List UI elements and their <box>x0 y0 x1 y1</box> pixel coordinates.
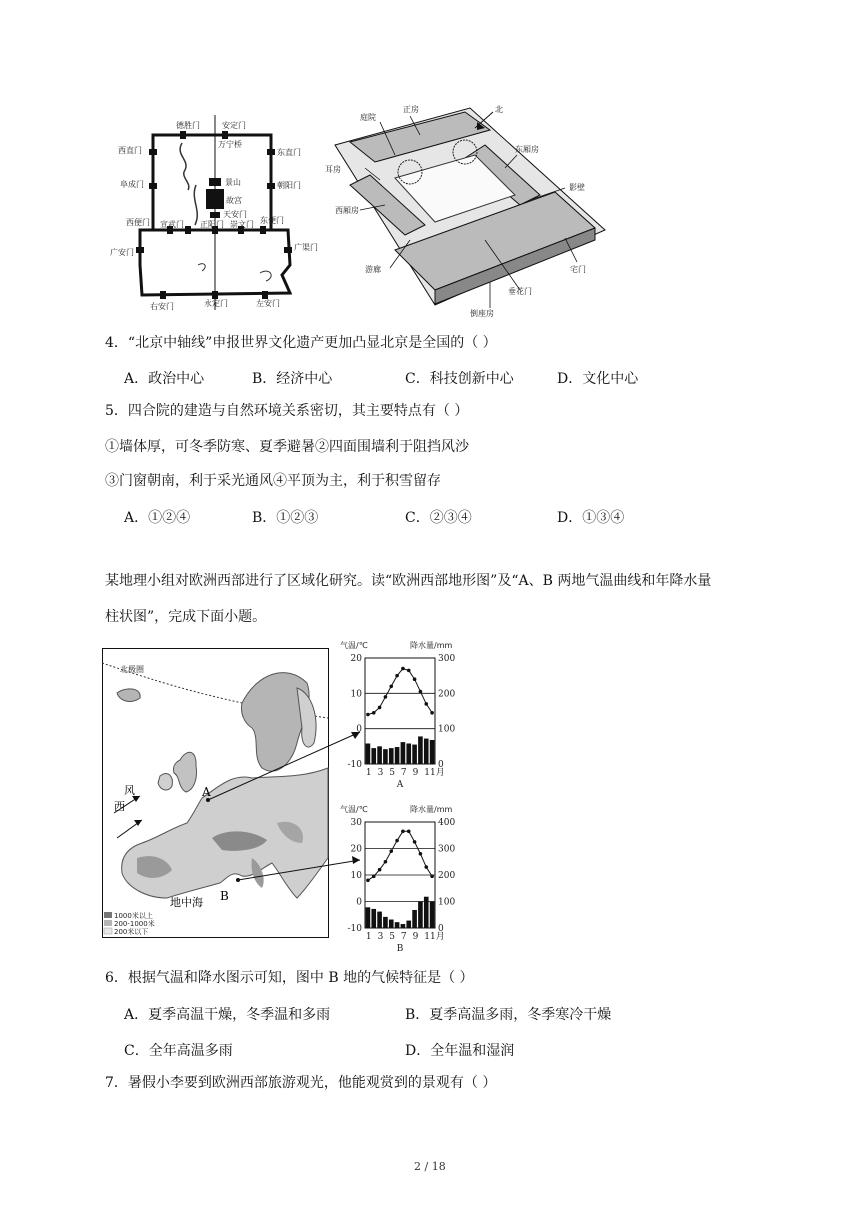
precip-bar <box>389 920 394 928</box>
intro-paragraph-line: 某地理小组对欧洲西部进行了区域化研究。读“欧洲西部地形图”及“A、B 两地气温曲线和年降水量 <box>105 573 712 589</box>
house-label: 耳房 <box>325 165 341 174</box>
temperature-point <box>366 879 370 883</box>
question-4-stem: 4．“北京中轴线”申报世界文化遗产更加凸显北京是全国的（ ） <box>105 335 497 351</box>
precip-bar <box>424 739 429 764</box>
siheyuan-illustration <box>325 100 610 320</box>
landmark-label: 天安门 <box>223 210 247 219</box>
intro-paragraph-line: 柱状图”，完成下面小题。 <box>105 609 267 625</box>
temperature-point <box>378 868 382 872</box>
temperature-point <box>395 674 399 678</box>
month-tick-label: 1 <box>365 932 372 942</box>
gate-label: 东直门 <box>277 148 301 157</box>
precip-bar <box>424 897 429 928</box>
house-label: 游廊 <box>365 265 381 274</box>
chart-right-axis-title: 降水量/mm <box>410 641 453 650</box>
ireland-shape <box>158 774 172 790</box>
month-tick-label: 11月 <box>424 768 445 778</box>
gate-label: 朝阳门 <box>277 181 301 190</box>
temperature-point <box>413 840 417 844</box>
precip-bar <box>371 748 376 764</box>
temperature-point <box>424 702 428 706</box>
chart-site-label: A <box>396 780 404 790</box>
gate-label: 右安门 <box>150 302 174 311</box>
gate-label: 西便门 <box>126 218 150 227</box>
connector-line-a <box>208 732 360 800</box>
q5-option-b[interactable]: B．①②③ <box>252 510 319 526</box>
precip-bar <box>366 744 371 764</box>
landmark-label: 故宫 <box>226 196 242 205</box>
precip-bar <box>412 910 417 928</box>
sea-label: 地中海 <box>170 896 203 909</box>
precip-bar <box>377 746 382 764</box>
temp-tick-label: -10 <box>347 924 362 934</box>
gate-label: 阜成门 <box>120 180 144 189</box>
q6-option-c[interactable]: C．全年高温多雨 <box>124 1043 233 1059</box>
temperature-point <box>419 690 423 694</box>
gate-label: 安定门 <box>222 121 246 130</box>
tiananmen-block <box>210 212 220 218</box>
page-number: 2 / 18 <box>414 1160 446 1173</box>
chart-left-axis-title: 气温/℃ <box>340 805 368 814</box>
legend-label: 1000米以上 <box>114 912 153 920</box>
q4-option-b[interactable]: B．经济中心 <box>252 371 333 387</box>
precip-bar <box>401 924 406 928</box>
jingshan-block <box>209 178 221 186</box>
gate-label: 广安门 <box>110 248 134 257</box>
chart-site-label: B <box>396 944 404 954</box>
temp-tick-label: 10 <box>350 689 362 700</box>
house-label: 庭院 <box>360 113 376 122</box>
precip-bar <box>383 917 388 928</box>
point-a-label: A <box>202 785 211 799</box>
legend-swatch-low <box>104 928 112 934</box>
pond-shape <box>260 271 271 281</box>
temperature-point <box>389 849 393 853</box>
temp-tick-label: 30 <box>350 818 362 828</box>
arctic-label: 北极圈 <box>120 665 144 674</box>
temp-tick-label: 0 <box>356 897 362 908</box>
temperature-point <box>401 829 405 833</box>
temperature-point <box>430 875 434 879</box>
question-6-stem: 6．根据气温和降水图示可知，图中 B 地的气候特征是（ ） <box>105 970 474 986</box>
chart-right-axis-title: 降水量/mm <box>410 805 453 814</box>
gugong-block <box>206 189 224 209</box>
precip-bar <box>406 921 411 928</box>
question-7-stem: 7．暑假小李要到欧洲西部旅游观光，他能观赏到的景观有（ ） <box>105 1075 497 1091</box>
question-5-stem: 5．四合院的建造与自然环境关系密切，其主要特点有（ ） <box>105 403 469 419</box>
point-b-label: B <box>220 889 229 903</box>
precip-bar <box>412 745 417 764</box>
temperature-point <box>372 875 376 879</box>
precip-tick-label: 0 <box>438 924 444 934</box>
q4-option-c[interactable]: C．科技创新中心 <box>405 371 514 387</box>
precip-bar <box>406 744 411 764</box>
precip-bar <box>430 902 435 929</box>
legend-label: 200米以下 <box>114 928 149 936</box>
month-tick-label: 9 <box>412 932 419 942</box>
gate-label: 西直门 <box>118 146 142 155</box>
precip-bar <box>395 747 400 764</box>
temperature-point <box>389 684 393 688</box>
gate-label: 东便门 <box>260 216 284 225</box>
month-tick-label: 3 <box>377 932 384 942</box>
temperature-point <box>384 860 388 864</box>
month-tick-label: 5 <box>389 932 395 942</box>
precip-tick-label: 0 <box>438 760 444 770</box>
precip-bar <box>430 740 435 764</box>
temperature-point <box>407 829 411 833</box>
gate-label: 宣武门 <box>160 220 184 229</box>
climate-chart-b <box>340 800 470 960</box>
precip-tick-label: 300 <box>438 844 456 855</box>
wind-label: 风 <box>124 784 135 797</box>
q5-option-c[interactable]: C．②③④ <box>405 510 472 526</box>
temperature-point <box>384 695 388 699</box>
precip-bar <box>418 902 423 929</box>
question-5-statement-line: ①墙体厚，可冬季防寒、夏季避暑②四面围墙利于阻挡风沙 <box>105 439 469 455</box>
temp-tick-label: 20 <box>350 654 362 664</box>
house-label: 正房 <box>403 105 419 114</box>
house-label: 倒座房 <box>470 309 494 318</box>
temp-tick-label: 20 <box>350 844 362 855</box>
month-tick-label: 3 <box>377 768 384 778</box>
month-tick-label: 7 <box>400 932 407 942</box>
temperature-point <box>378 706 382 710</box>
precip-tick-label: 200 <box>438 871 456 881</box>
precip-tick-label: 300 <box>438 654 456 664</box>
q6-option-a[interactable]: A．夏季高温干燥，冬季温和多雨 <box>124 1007 331 1023</box>
landmark-label: 景山 <box>225 178 241 187</box>
house-label: 西厢房 <box>335 206 359 215</box>
gate-label: 广渠门 <box>294 243 318 252</box>
precip-bar <box>377 912 382 928</box>
gate-label: 正阳门 <box>200 220 224 229</box>
q6-option-b[interactable]: B．夏季高温多雨，冬季寒冷干燥 <box>405 1007 612 1023</box>
landmark-label: 万宁桥 <box>218 140 242 149</box>
precip-bar <box>383 749 388 764</box>
wind-label: 西 <box>114 800 125 813</box>
precip-bar <box>418 736 423 764</box>
temperature-point <box>424 865 428 869</box>
temperature-point <box>395 839 399 843</box>
q6-option-d[interactable]: D．全年温和湿润 <box>405 1043 515 1059</box>
q5-option-d[interactable]: D．①③④ <box>557 510 625 526</box>
temperature-point <box>413 677 417 681</box>
gate-label: 崇文门 <box>230 220 254 229</box>
house-label: 垂花门 <box>508 287 532 296</box>
temp-tick-label: -10 <box>347 760 362 770</box>
precip-bar <box>395 922 400 928</box>
beijing-axis-map <box>110 115 320 315</box>
climate-chart-a <box>340 636 470 796</box>
temperature-point <box>419 852 423 856</box>
temp-tick-label: 10 <box>350 871 362 881</box>
house-label: 宅门 <box>570 265 586 274</box>
month-tick-label: 9 <box>412 768 419 778</box>
legend-swatch-high <box>104 912 112 918</box>
temperature-point <box>407 669 411 673</box>
house-label: 影壁 <box>569 183 585 192</box>
precip-tick-label: 400 <box>438 818 456 828</box>
precip-tick-label: 100 <box>438 724 456 735</box>
precip-bar <box>371 909 376 928</box>
precip-bar <box>401 742 406 764</box>
precip-bar <box>389 748 394 764</box>
gate-label: 左安门 <box>256 299 280 308</box>
temperature-point <box>401 667 405 671</box>
q5-option-a[interactable]: A．①②④ <box>124 510 191 526</box>
question-5-statement-line: ③门窗朝南，利于采光通风④平顶为主，利于积雪留存 <box>105 473 441 489</box>
pond-shape <box>198 264 205 271</box>
temperature-point <box>372 711 376 715</box>
temperature-point <box>366 713 370 717</box>
gate-label: 永定门 <box>204 299 228 308</box>
precip-tick-label: 200 <box>438 689 456 700</box>
precip-tick-label: 100 <box>438 897 456 908</box>
lake-shape <box>180 143 189 190</box>
lake-shape <box>194 185 197 225</box>
temperature-point <box>430 711 434 715</box>
q4-option-a[interactable]: A．政治中心 <box>124 371 205 387</box>
legend-label: 200-1000米 <box>114 920 155 928</box>
q4-option-d[interactable]: D．文化中心 <box>557 371 639 387</box>
house-label: 东厢房 <box>515 145 539 154</box>
month-tick-label: 11月 <box>424 932 445 942</box>
gate-label: 德胜门 <box>176 121 200 130</box>
precip-bar <box>366 907 371 928</box>
north-label: 北 <box>495 105 503 114</box>
legend-swatch-mid <box>104 920 112 926</box>
temperature-line <box>368 831 432 880</box>
month-tick-label: 5 <box>389 768 395 778</box>
month-tick-label: 7 <box>400 768 407 778</box>
chart-left-axis-title: 气温/℃ <box>340 641 368 650</box>
temperature-line <box>368 669 432 715</box>
month-tick-label: 1 <box>365 768 372 778</box>
temp-tick-label: 0 <box>356 724 362 735</box>
